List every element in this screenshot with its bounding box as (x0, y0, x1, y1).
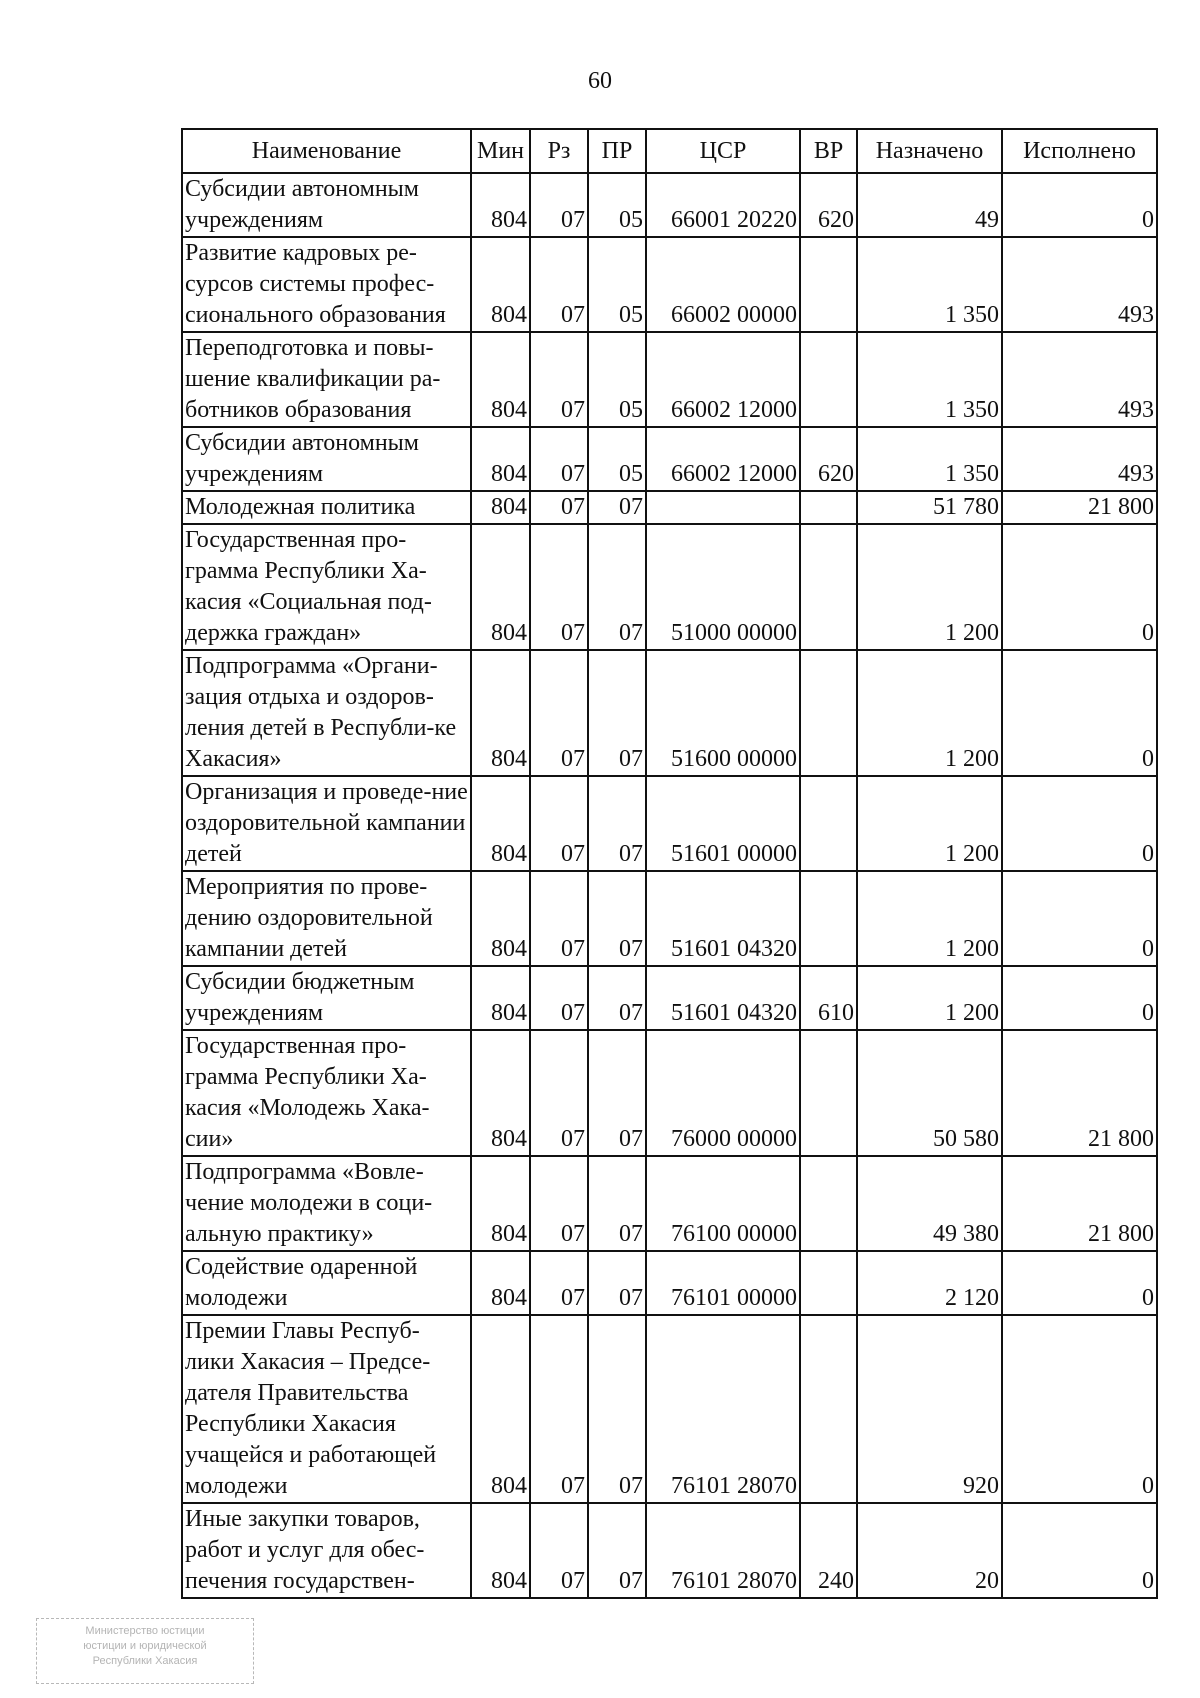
cell-pr: 05 (588, 237, 646, 332)
cell-vr (800, 237, 857, 332)
table-row (182, 173, 1157, 237)
table-row (182, 1156, 1157, 1251)
cell-vr (800, 1030, 857, 1156)
cell-pr: 07 (588, 966, 646, 1030)
cell-vr (800, 332, 857, 427)
cell-rz: 07 (530, 427, 588, 491)
cell-csr: 51601 04320 (646, 966, 800, 1030)
cell-assigned: 50 580 (857, 1030, 1002, 1156)
cell-executed: 21 800 (1002, 1156, 1157, 1251)
cell-name: Мероприятия по прове-дению оздоровительной кампании детей (182, 871, 471, 966)
cell-name: Премии Главы Респуб-лики Хакасия – Предсе-дателя Правительства Республики Хакасия учащейся и работающей молодежи (182, 1315, 471, 1503)
cell-pr: 07 (588, 650, 646, 776)
cell-executed: 493 (1002, 237, 1157, 332)
cell-executed: 21 800 (1002, 1030, 1157, 1156)
cell-min: 804 (471, 173, 530, 237)
cell-name: Подпрограмма «Органи-зация отдыха и оздоров-ления детей в Республи-ке Хакасия» (182, 650, 471, 776)
cell-csr: 51601 00000 (646, 776, 800, 871)
cell-vr (800, 524, 857, 650)
cell-csr: 66002 00000 (646, 237, 800, 332)
cell-rz: 07 (530, 237, 588, 332)
stamp-line: Министерство юстиции (85, 1625, 205, 1637)
table-row (182, 491, 1157, 524)
header-vr: ВР (800, 129, 857, 173)
cell-name: Субсидии автономным учреждениям (182, 173, 471, 237)
cell-name: Субсидии автономным учреждениям (182, 427, 471, 491)
cell-rz: 07 (530, 966, 588, 1030)
cell-executed: 0 (1002, 524, 1157, 650)
cell-vr (800, 1251, 857, 1315)
cell-min: 804 (471, 524, 530, 650)
cell-min: 804 (471, 1030, 530, 1156)
cell-vr (800, 650, 857, 776)
cell-executed: 0 (1002, 173, 1157, 237)
page-number: 60 (588, 68, 612, 94)
header-name: Наименование (182, 129, 471, 173)
cell-min: 804 (471, 776, 530, 871)
cell-name: Содействие одаренной молодежи (182, 1251, 471, 1315)
budget-table (181, 128, 1158, 1599)
table-row (182, 1030, 1157, 1156)
cell-csr: 51000 00000 (646, 524, 800, 650)
cell-min: 804 (471, 1503, 530, 1598)
table-row (182, 1315, 1157, 1503)
cell-csr: 66001 20220 (646, 173, 800, 237)
cell-assigned: 1 200 (857, 871, 1002, 966)
cell-vr: 610 (800, 966, 857, 1030)
cell-min: 804 (471, 871, 530, 966)
cell-rz: 07 (530, 776, 588, 871)
cell-executed: 0 (1002, 1503, 1157, 1598)
cell-name: Организация и проведе-ние оздоровительной кампании детей (182, 776, 471, 871)
cell-pr: 05 (588, 427, 646, 491)
cell-vr (800, 871, 857, 966)
cell-rz: 07 (530, 1251, 588, 1315)
cell-csr (646, 491, 800, 524)
cell-pr: 07 (588, 1251, 646, 1315)
table-row (182, 427, 1157, 491)
cell-vr (800, 491, 857, 524)
cell-rz: 07 (530, 491, 588, 524)
table-row (182, 237, 1157, 332)
cell-csr: 76101 00000 (646, 1251, 800, 1315)
cell-pr: 07 (588, 776, 646, 871)
cell-rz: 07 (530, 1030, 588, 1156)
table-row (182, 1251, 1157, 1315)
cell-executed: 0 (1002, 1315, 1157, 1503)
cell-assigned: 1 350 (857, 237, 1002, 332)
cell-executed: 493 (1002, 427, 1157, 491)
cell-name: Государственная про-грамма Республики Ха-касия «Социальная под-держка граждан» (182, 524, 471, 650)
stamp-line: Республики Хакасия (92, 1655, 198, 1667)
cell-min: 804 (471, 427, 530, 491)
header-assigned: Назначено (857, 129, 1002, 173)
cell-assigned: 1 200 (857, 524, 1002, 650)
cell-assigned: 1 350 (857, 332, 1002, 427)
cell-min: 804 (471, 491, 530, 524)
cell-min: 804 (471, 966, 530, 1030)
cell-pr: 05 (588, 173, 646, 237)
cell-name: Подпрограмма «Вовле-чение молодежи в соци-альную практику» (182, 1156, 471, 1251)
cell-csr: 66002 12000 (646, 427, 800, 491)
cell-rz: 07 (530, 524, 588, 650)
table-row (182, 1503, 1157, 1598)
cell-executed: 0 (1002, 1251, 1157, 1315)
cell-pr: 07 (588, 1030, 646, 1156)
table-row (182, 524, 1157, 650)
cell-name: Государственная про-грамма Республики Ха-касия «Молодежь Хака-сии» (182, 1030, 471, 1156)
cell-pr: 07 (588, 1315, 646, 1503)
official-stamp (36, 1618, 254, 1684)
cell-pr: 07 (588, 871, 646, 966)
cell-min: 804 (471, 1156, 530, 1251)
cell-executed: 0 (1002, 776, 1157, 871)
cell-name: Иные закупки товаров, работ и услуг для обес-печения государствен- (182, 1503, 471, 1598)
cell-rz: 07 (530, 1315, 588, 1503)
cell-name: Переподготовка и повы-шение квалификации ра-ботников образования (182, 332, 471, 427)
stamp-line: юстиции и юридической (83, 1640, 207, 1652)
cell-executed: 21 800 (1002, 491, 1157, 524)
cell-vr: 620 (800, 427, 857, 491)
cell-vr (800, 1156, 857, 1251)
table-row (182, 871, 1157, 966)
cell-csr: 51600 00000 (646, 650, 800, 776)
header-pr: ПР (588, 129, 646, 173)
cell-vr: 620 (800, 173, 857, 237)
table-header-row (182, 129, 1157, 173)
table-row (182, 650, 1157, 776)
cell-assigned: 920 (857, 1315, 1002, 1503)
table-row (182, 776, 1157, 871)
cell-csr: 76100 00000 (646, 1156, 800, 1251)
cell-executed: 493 (1002, 332, 1157, 427)
cell-assigned: 1 200 (857, 966, 1002, 1030)
cell-assigned: 49 380 (857, 1156, 1002, 1251)
cell-rz: 07 (530, 650, 588, 776)
cell-assigned: 2 120 (857, 1251, 1002, 1315)
cell-assigned: 49 (857, 173, 1002, 237)
cell-csr: 66002 12000 (646, 332, 800, 427)
cell-assigned: 1 350 (857, 427, 1002, 491)
cell-vr (800, 776, 857, 871)
cell-name: Развитие кадровых ре-сурсов системы профес-сионального образования (182, 237, 471, 332)
cell-pr: 05 (588, 332, 646, 427)
cell-pr: 07 (588, 1156, 646, 1251)
cell-min: 804 (471, 237, 530, 332)
cell-min: 804 (471, 1251, 530, 1315)
header-csr: ЦСР (646, 129, 800, 173)
cell-assigned: 51 780 (857, 491, 1002, 524)
cell-name: Субсидии бюджетным учреждениям (182, 966, 471, 1030)
table-body (182, 173, 1157, 1598)
cell-assigned: 20 (857, 1503, 1002, 1598)
cell-min: 804 (471, 650, 530, 776)
cell-rz: 07 (530, 1156, 588, 1251)
cell-name: Молодежная политика (182, 491, 471, 524)
cell-executed: 0 (1002, 871, 1157, 966)
cell-rz: 07 (530, 332, 588, 427)
cell-csr: 76101 28070 (646, 1315, 800, 1503)
table-row (182, 966, 1157, 1030)
cell-rz: 07 (530, 871, 588, 966)
cell-rz: 07 (530, 1503, 588, 1598)
cell-assigned: 1 200 (857, 776, 1002, 871)
cell-pr: 07 (588, 1503, 646, 1598)
cell-vr (800, 1315, 857, 1503)
cell-csr: 51601 04320 (646, 871, 800, 966)
cell-pr: 07 (588, 524, 646, 650)
cell-min: 804 (471, 1315, 530, 1503)
header-min: Мин (471, 129, 530, 173)
header-executed: Исполнено (1002, 129, 1157, 173)
cell-rz: 07 (530, 173, 588, 237)
cell-pr: 07 (588, 491, 646, 524)
cell-executed: 0 (1002, 966, 1157, 1030)
cell-executed: 0 (1002, 650, 1157, 776)
header-rz: Рз (530, 129, 588, 173)
cell-min: 804 (471, 332, 530, 427)
cell-assigned: 1 200 (857, 650, 1002, 776)
cell-csr: 76101 28070 (646, 1503, 800, 1598)
table-row (182, 332, 1157, 427)
cell-vr: 240 (800, 1503, 857, 1598)
cell-csr: 76000 00000 (646, 1030, 800, 1156)
